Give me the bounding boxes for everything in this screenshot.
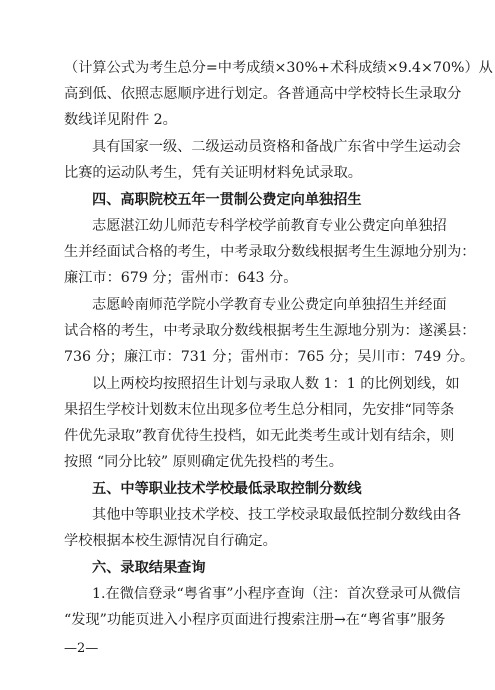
paragraph-line: 志愿岭南师范学院小学教育专业公费定向单独招生并经面 <box>92 297 447 313</box>
paragraph-line: 生并经面试合格的考生，中考录取分数线根据考生生源地分别为： <box>64 244 476 260</box>
section-heading: 四、高职院校五年一贯制公费定向单独招生 <box>92 192 362 208</box>
paragraph-line: 高到低、依照志愿顺序进行划定。各普通高中学校特长生录取分 <box>64 86 462 102</box>
page-number: —2— <box>64 641 99 656</box>
paragraph-line: 试合格的考生，中考录取分数线根据考生生源地分别为：遂溪县： <box>64 323 476 339</box>
paragraph-line: 1.在微信登录“粤省事”小程序查询（注：首次登录可从微信 <box>92 586 461 602</box>
paragraph-line: 具有国家一级、二级运动员资格和备战广东省中学生运动会 <box>92 139 461 155</box>
paragraph-line: 学校根据本校生源情况自行确定。 <box>64 533 277 549</box>
paragraph-line: 其他中等职业技术学校、技工学校录取最低控制分数线由各 <box>92 507 461 523</box>
paragraph-line: （计算公式为考生总分=中考成绩×30%+术科成绩×9.4×70%）从 <box>64 60 493 76</box>
paragraph-line: 比赛的运动队考生，凭有关证明材料免试录取。 <box>64 165 362 181</box>
paragraph-line: “发现”功能页进入小程序页面进行搜索注册→在“粤省事”服务 <box>64 612 446 628</box>
paragraph-line: 以上两校均按照招生计划与录取人数 1：1 的比例划线，如 <box>92 376 460 392</box>
section-heading: 五、中等职业技术学校最低录取控制分数线 <box>92 481 362 497</box>
paragraph-line: 廉江市：679 分；雷州市：643 分。 <box>64 270 298 286</box>
paragraph-line: 736 分；廉江市：731 分；雷州市：765 分；吴川市：749 分。 <box>64 349 475 365</box>
paragraph-line: 数线详见附件 2。 <box>64 112 177 128</box>
section-heading: 六、录取结果查询 <box>92 560 206 576</box>
paragraph-line: 按照 “同分比较” 原则确定优先投档的考生。 <box>64 454 343 470</box>
paragraph-line: 果招生学校计划数末位出现多位考生总分相同，先安排“同等条 <box>64 402 455 418</box>
paragraph-line: 志愿湛江幼儿师范专科学校学前教育专业公费定向单独招 <box>92 218 447 234</box>
paragraph-line: 件优先录取”教育优待生投档，如无此类考生或计划有结余，则 <box>64 428 455 444</box>
